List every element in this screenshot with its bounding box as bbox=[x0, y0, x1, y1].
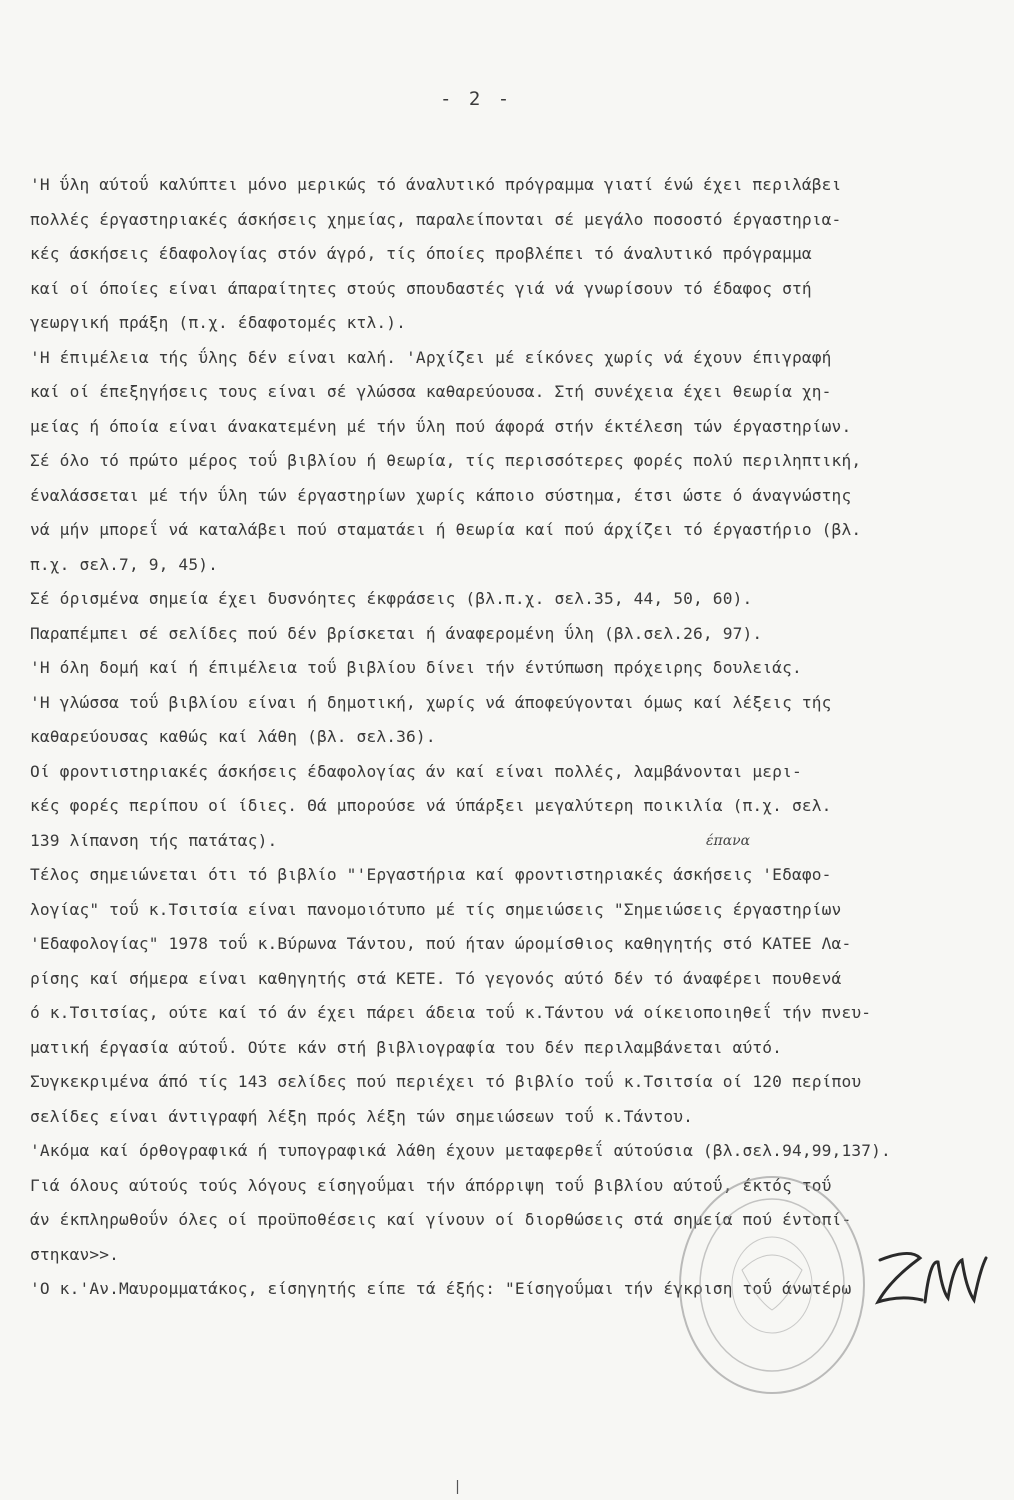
text-line: καί οί όποίες είναι άπαραίτητες στούς σπουδαστές γιά νά γνωρίσουν τό έδαφος στή bbox=[30, 278, 812, 298]
text-line: πολλές έργαστηριακές άσκήσεις χημείας, παραλείπονται σέ μεγάλο ποσοστό έργαστηρια- bbox=[30, 209, 842, 229]
text-line: 'Ο κ.'Αν.Μαυρομματάκος, είσηγητής είπε τά έξής: "Είσηγοΰμαι τήν έγκριση τοΰ άνωτέρω bbox=[30, 1279, 852, 1298]
text-line: π.χ. σελ.7, 9, 45). bbox=[30, 554, 219, 574]
official-seal-stamp bbox=[672, 1170, 872, 1400]
text-line: γεωργική πράξη (π.χ. έδαφοτομές κτλ.). bbox=[30, 313, 407, 332]
page-mark bbox=[456, 1480, 459, 1494]
handwritten-insertion: έπανα bbox=[706, 833, 751, 849]
text-line: σελίδες είναι άντιγραφή λέξη πρός λέξη τών σημειώσεων τοΰ κ.Τάντου. bbox=[30, 1106, 694, 1126]
text-line: Συγκεκριμένα άπό τίς 143 σελίδες πού περιέχει τό βιβλίο τοΰ κ.Τσιτσία οί 120 περίπου bbox=[30, 1072, 862, 1091]
text-line: 'Ακόμα καί όρθογραφικά ή τυπογραφικά λάθη έχουν μεταφερθεΐ αύτούσια (βλ.σελ.94,99,137). bbox=[30, 1141, 891, 1160]
text-line: καί οί έπεξηγήσεις τους είναι σέ γλώσσα καθαρεύουσα. Στή συνέχεια έχει θεωρία χη- bbox=[30, 382, 832, 401]
text-line: άν έκπληρωθοΰν όλες οί προϋποθέσεις καί γίνουν οί διορθώσεις στά σημεία πού έντοπί- bbox=[30, 1210, 852, 1229]
text-line: κές άσκήσεις έδαφολογίας στόν άγρό, τίς όποίες προβλέπει τό άναλυτικό πρόγραμμα bbox=[30, 244, 812, 263]
text-line: 139 λίπανση τής πατάτας). bbox=[30, 830, 278, 850]
text-line: 'Η όλη δομή καί ή έπιμέλεια τοΰ βιβλίου δίνει τήν έντύπωση πρόχειρης δουλειάς. bbox=[30, 658, 802, 677]
text-line: λογίας" τοΰ κ.Τσιτσία είναι πανομοιότυπο μέ τίς σημειώσεις "Σημειώσεις έργαστηρίων bbox=[30, 899, 842, 919]
text-line: μείας ή όποία είναι άνακατεμένη μέ τήν ΰλη πού άφορά στήν έκτέλεση τών έργαστηρίων. bbox=[30, 416, 852, 436]
text-line: ό κ.Τσιτσίας, ούτε καί τό άν έχει πάρει άδεια τοΰ κ.Τάντου νά οίκειοποιηθεΐ τήν πνευ- bbox=[30, 1003, 872, 1022]
text-line: 'Η γλώσσα τοΰ βιβλίου είναι ή δημοτική, χωρίς νά άποφεύγονται όμως καί λέξεις τής bbox=[30, 692, 832, 712]
text-line: έναλάσσεται μέ τήν ΰλη τών έργαστηρίων χωρίς κάποιο σύστημα, έτσι ώστε ό άναγνώστης bbox=[30, 485, 852, 505]
text-line: νά μήν μπορεΐ νά καταλάβει πού σταματάει ή θεωρία καί πού άρχίζει τό έργαστήριο (βλ. bbox=[30, 520, 862, 539]
text-line: 'Η ΰλη αύτοΰ καλύπτει μόνο μερικώς τό άναλυτικό πρόγραμμα γιατί ένώ έχει περιλάβει bbox=[30, 175, 842, 194]
text-line: κές φορές περίπου οί ίδιες. Θά μπορούσε νά ύπάρξει μεγαλύτερη ποικιλία (π.χ. σελ. bbox=[30, 796, 832, 815]
text-line: Γιά όλους αύτούς τούς λόγους είσηγοΰμαι τήν άπόρριψη τοΰ βιβλίου αύτοΰ, έκτός τοΰ bbox=[30, 1175, 832, 1195]
text-line: στηκαν>>. bbox=[30, 1244, 120, 1264]
text-line: Τέλος σημειώνεται ότι τό βιβλίο "'Εργαστήρια καί φροντιστηριακές άσκήσεις 'Εδαφο- bbox=[30, 865, 832, 884]
page-number: - 2 - bbox=[440, 88, 513, 110]
text-line: 'Η έπιμέλεια τής ΰλης δέν είναι καλή. 'Αρχίζει μέ είκόνες χωρίς νά έχουν έπιγραφή bbox=[30, 347, 832, 367]
text-line: καθαρεύουσας καθώς καί λάθη (βλ. σελ.36). bbox=[30, 727, 436, 746]
text-line: Σέ όλο τό πρώτο μέρος τοΰ βιβλίου ή θεωρία, τίς περισσότερες φορές πολύ περιληπτική, bbox=[30, 451, 862, 470]
text-line: Οί φροντιστηριακές άσκήσεις έδαφολογίας άν καί είναι πολλές, λαμβάνονται μερι- bbox=[30, 761, 802, 781]
text-line: Παραπέμπει σέ σελίδες πού δέν βρίσκεται ή άναφερομένη ΰλη (βλ.σελ.26, 97). bbox=[30, 623, 763, 643]
text-line: ματική έργασία αύτοΰ. Ούτε κάν στή βιβλιογραφία του δέν περιλαμβάνεται αύτό. bbox=[30, 1037, 783, 1057]
body-text bbox=[30, 168, 990, 1307]
text-line: ρίσης καί σήμερα είναι καθηγητής στά ΚΕΤΕ. Τό γεγονός αύτό δέν τό άναφέρει πουθενά bbox=[30, 968, 842, 988]
handwritten-signature bbox=[870, 1240, 990, 1320]
text-line: Σέ όρισμένα σημεία έχει δυσνόητες έκφράσεις (βλ.π.χ. σελ.35, 44, 50, 60). bbox=[30, 589, 753, 608]
text-line: 'Εδαφολογίας" 1978 τοΰ κ.Βύρωνα Τάντου, πού ήταν ώρομίσθιος καθηγητής στό ΚΑΤΕΕ Λα- bbox=[30, 934, 852, 953]
